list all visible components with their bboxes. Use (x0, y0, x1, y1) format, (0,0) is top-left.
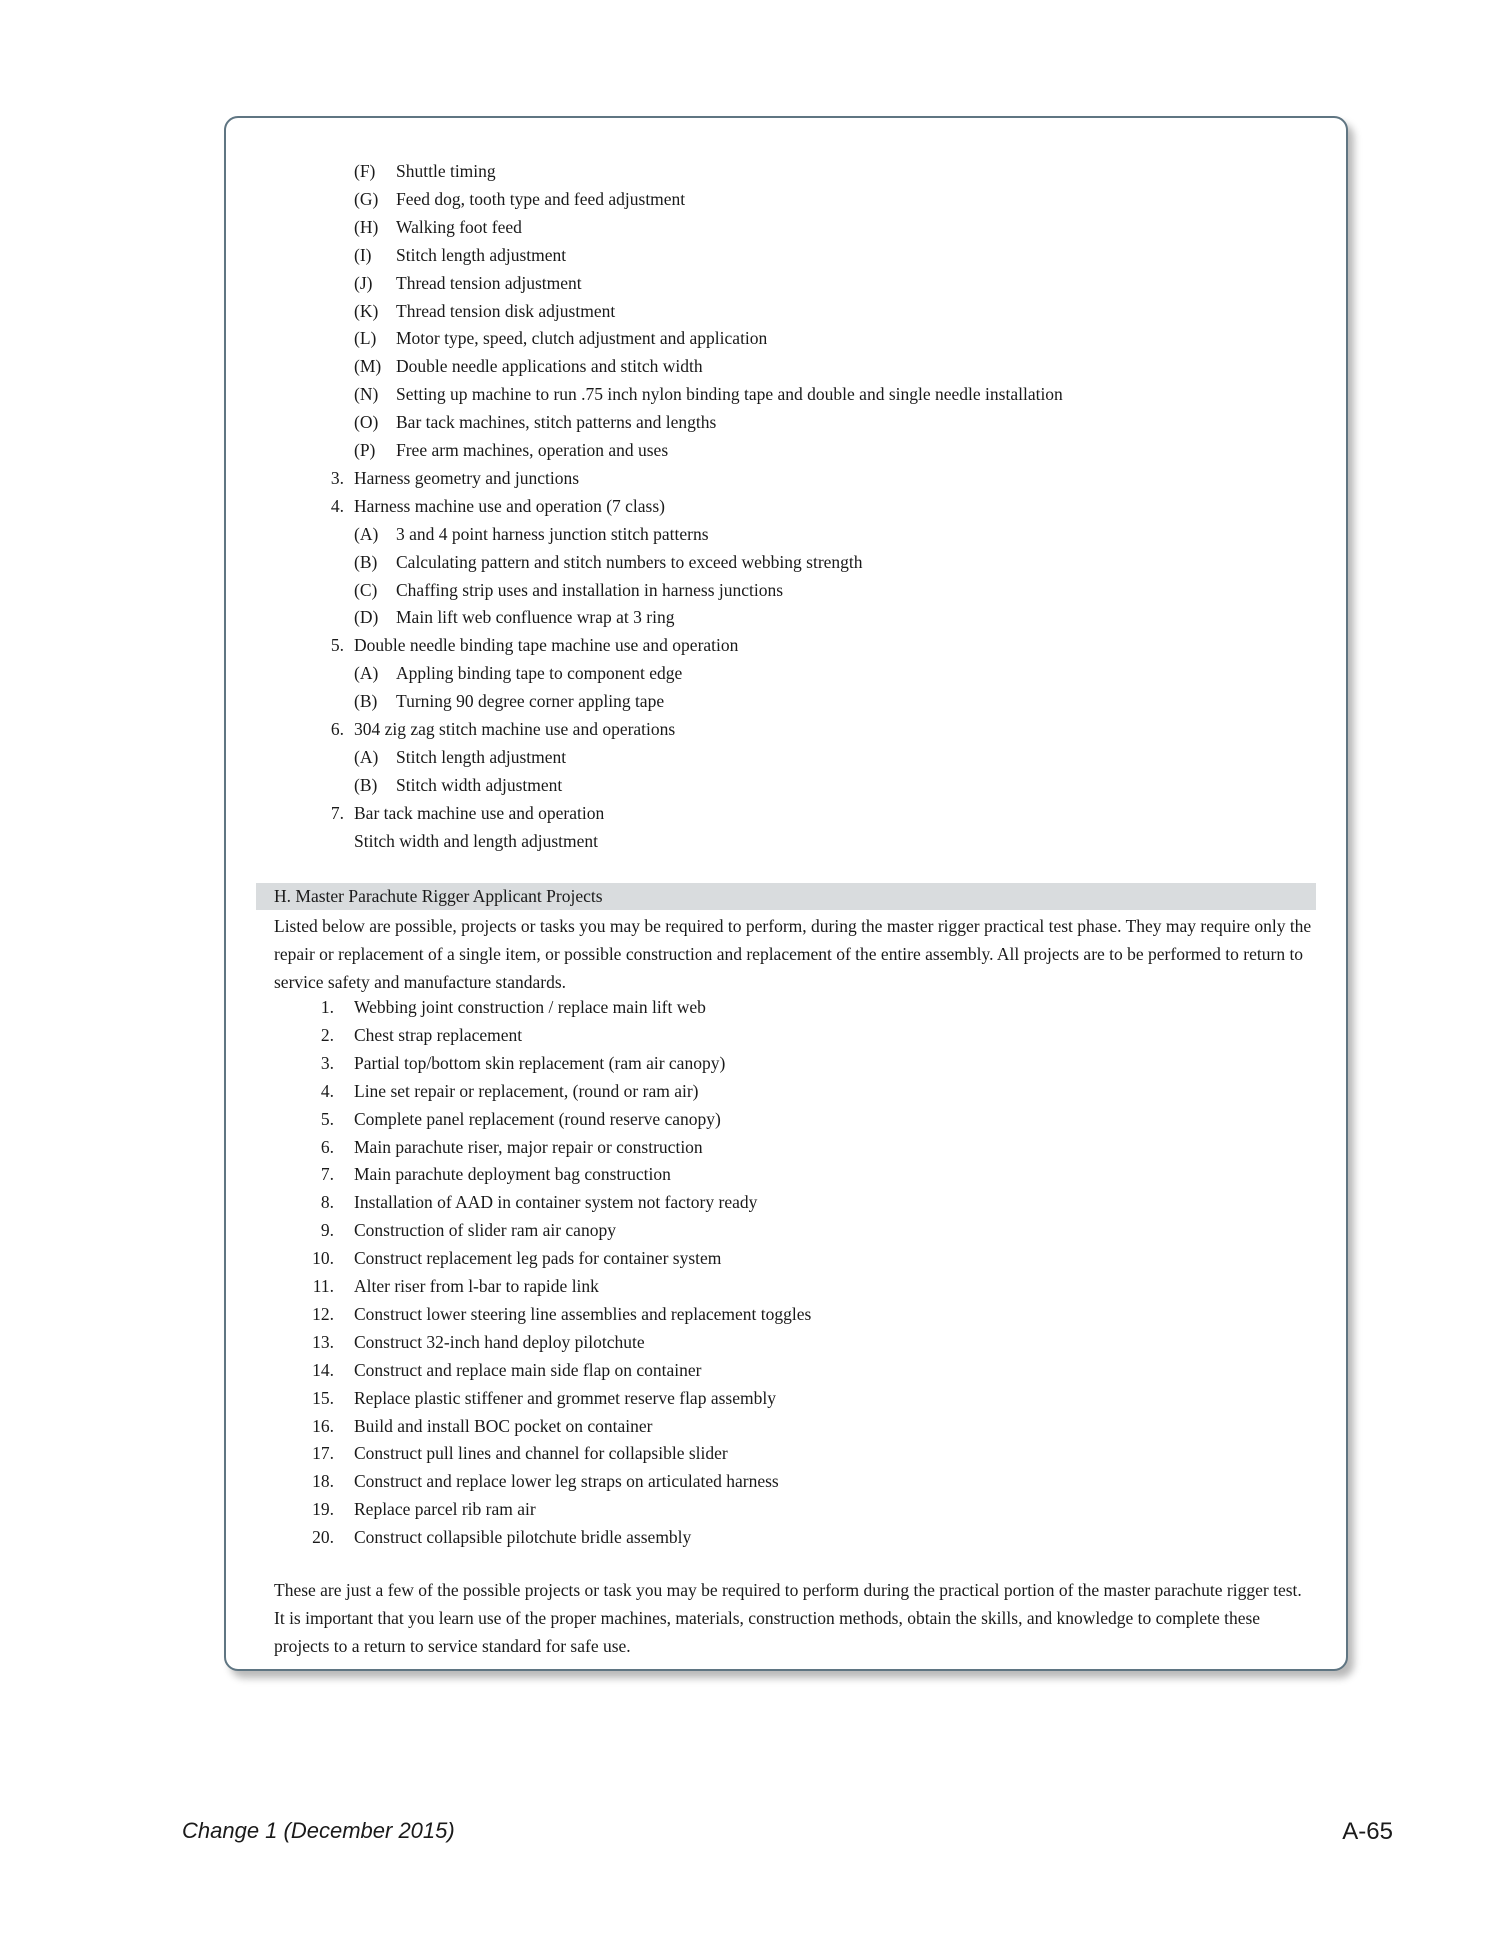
sub-item-label: (C) (354, 579, 378, 600)
sub-item-label: (A) (354, 523, 379, 544)
sub-item-text: Walking foot feed (396, 216, 522, 237)
footer-page-number: A-65 (1342, 1818, 1393, 1845)
outline-item-number: 7. (330, 802, 344, 823)
sub-item-text: 3 and 4 point harness junction stitch patterns (396, 523, 709, 544)
outline-item-number: 5. (330, 635, 344, 656)
project-text: Construct and replace lower leg straps on articulated harness (354, 1471, 779, 1492)
sub-item-text: Appling binding tape to component edge (396, 663, 683, 684)
sub-item-text: Turning 90 degree corner appling tape (396, 691, 665, 712)
project-number: 2. (320, 1024, 334, 1045)
outline-item-text: 304 zig zag stitch machine use and operations (354, 719, 676, 739)
sub-item-text: Thread tension adjustment (396, 272, 582, 293)
sub-item-text: Thread tension disk adjustment (396, 300, 616, 321)
project-text: Main parachute riser, major repair or construction (354, 1136, 703, 1157)
project-number: 7. (320, 1164, 334, 1185)
sub-item-text: Setting up machine to run .75 inch nylon binding tape and double and single needle installation (396, 384, 1063, 405)
project-text: Construct pull lines and channel for collapsible slider (354, 1443, 728, 1464)
project-text: Construction of slider ram air canopy (354, 1220, 616, 1241)
project-number: 6. (320, 1136, 334, 1157)
project-text: Line set repair or replacement, (round or ram air) (354, 1080, 699, 1101)
project-number: 1. (320, 997, 334, 1017)
sub-item-label: (K) (354, 300, 379, 321)
project-number: 14. (312, 1359, 334, 1380)
sub-item-label: (A) (354, 663, 379, 684)
sub-item-text: Shuttle timing (396, 161, 496, 181)
project-text: Partial top/bottom skin replacement (ram air canopy) (354, 1052, 726, 1073)
project-number: 20. (312, 1527, 334, 1548)
outline-item-text: Harness machine use and operation (7 class) (354, 495, 666, 516)
outline-item-number: 3. (330, 467, 344, 488)
sub-item-label: (B) (354, 551, 378, 572)
project-text: Alter riser from l-bar to rapide link (354, 1276, 599, 1296)
sub-item-label: (G) (354, 188, 379, 209)
sub-item-label: (A) (354, 746, 379, 767)
sub-item-label: (J) (354, 272, 373, 293)
sub-item-text: Double needle applications and stitch width (396, 356, 703, 377)
sub-item-label: (M) (354, 356, 382, 377)
project-number: 5. (320, 1108, 334, 1129)
sub-item-label: (D) (354, 607, 379, 628)
outline-item-number: 4. (330, 495, 344, 516)
outline-item-number: 6. (330, 719, 344, 739)
project-number: 17. (312, 1443, 334, 1464)
project-number: 4. (320, 1080, 334, 1101)
sub-item-label: (B) (354, 774, 378, 795)
sub-item-label: (I) (354, 244, 372, 265)
sub-item-text: Main lift web confluence wrap at 3 ring (396, 607, 675, 628)
project-number: 8. (320, 1192, 334, 1213)
section-intro: Listed below are possible, projects or tasks you may be required to perform, during the master rigger practical test phase. They may require only the repair or replacement of a single item, or possible construction and replacement of the entire assembly. All projects are to be performed to return to service safety and manufacture standards. (274, 916, 1312, 992)
sub-item-text: Bar tack machines, stitch patterns and lengths (396, 412, 717, 433)
project-text: Installation of AAD in container system not factory ready (354, 1192, 758, 1213)
project-number: 10. (312, 1248, 334, 1269)
project-text: Complete panel replacement (round reserve canopy) (354, 1108, 721, 1129)
project-number: 19. (312, 1499, 334, 1520)
outline-item-text: Bar tack machine use and operation (354, 802, 605, 823)
sub-item-label: (P) (354, 440, 376, 460)
project-text: Construct lower steering line assemblies and replacement toggles (354, 1303, 812, 1324)
project-text: Construct and replace main side flap on container (354, 1359, 702, 1380)
outline-item-text: Harness geometry and junctions (354, 467, 580, 488)
sub-item-text: Stitch width adjustment (396, 774, 563, 795)
sub-item-label: (O) (354, 412, 379, 433)
sub-item-text: Stitch length adjustment (396, 746, 567, 767)
footer-revision: Change 1 (December 2015) (182, 1818, 455, 1843)
project-number: 15. (312, 1387, 334, 1408)
sub-item-label: (L) (354, 328, 377, 349)
outline-item-text: Double needle binding tape machine use and operation (354, 635, 739, 656)
project-text: Construct replacement leg pads for container system (354, 1248, 722, 1269)
sub-item-text: Chaffing strip uses and installation in harness junctions (396, 579, 784, 600)
sub-item-text: Calculating pattern and stitch numbers to exceed webbing strength (396, 551, 863, 572)
sub-item-text: Free arm machines, operation and uses (396, 440, 669, 460)
sub-item-text: Motor type, speed, clutch adjustment and application (396, 328, 768, 349)
section-heading: H. Master Parachute Rigger Applicant Projects (274, 886, 603, 906)
sub-item-label: (B) (354, 691, 378, 712)
item-7-continuation: Stitch width and length adjustment (354, 830, 599, 851)
project-text: Replace plastic stiffener and grommet reserve flap assembly (354, 1387, 776, 1408)
project-text: Main parachute deployment bag construction (354, 1164, 671, 1185)
project-text: Chest strap replacement (354, 1024, 523, 1045)
sub-item-text: Stitch length adjustment (396, 244, 567, 265)
sub-item-text: Feed dog, tooth type and feed adjustment (396, 188, 686, 209)
project-text: Webbing joint construction / replace main lift web (354, 997, 706, 1017)
project-number: 11. (312, 1276, 334, 1296)
project-number: 12. (312, 1303, 334, 1324)
project-number: 9. (320, 1220, 334, 1241)
project-number: 3. (320, 1052, 334, 1073)
sub-item-label: (F) (354, 161, 376, 181)
project-text: Construct 32-inch hand deploy pilotchute (354, 1331, 645, 1352)
project-number: 18. (312, 1471, 334, 1492)
sub-item-label: (H) (354, 216, 379, 237)
section-heading-band (256, 883, 1316, 910)
closing-paragraph: These are just a few of the possible projects or task you may be required to perform during the practical portion of the master parachute rigger test. It is important that you learn use of the proper machines, materials, construction methods, obtain the skills, and knowledge to complete these projects to a return to service standard for safe use. (274, 1580, 1302, 1656)
project-text: Construct collapsible pilotchute bridle assembly (354, 1527, 692, 1548)
project-text: Build and install BOC pocket on container (354, 1415, 653, 1436)
project-number: 13. (312, 1331, 334, 1352)
project-number: 16. (312, 1415, 334, 1436)
sub-item-label: (N) (354, 384, 379, 405)
project-text: Replace parcel rib ram air (354, 1499, 536, 1520)
